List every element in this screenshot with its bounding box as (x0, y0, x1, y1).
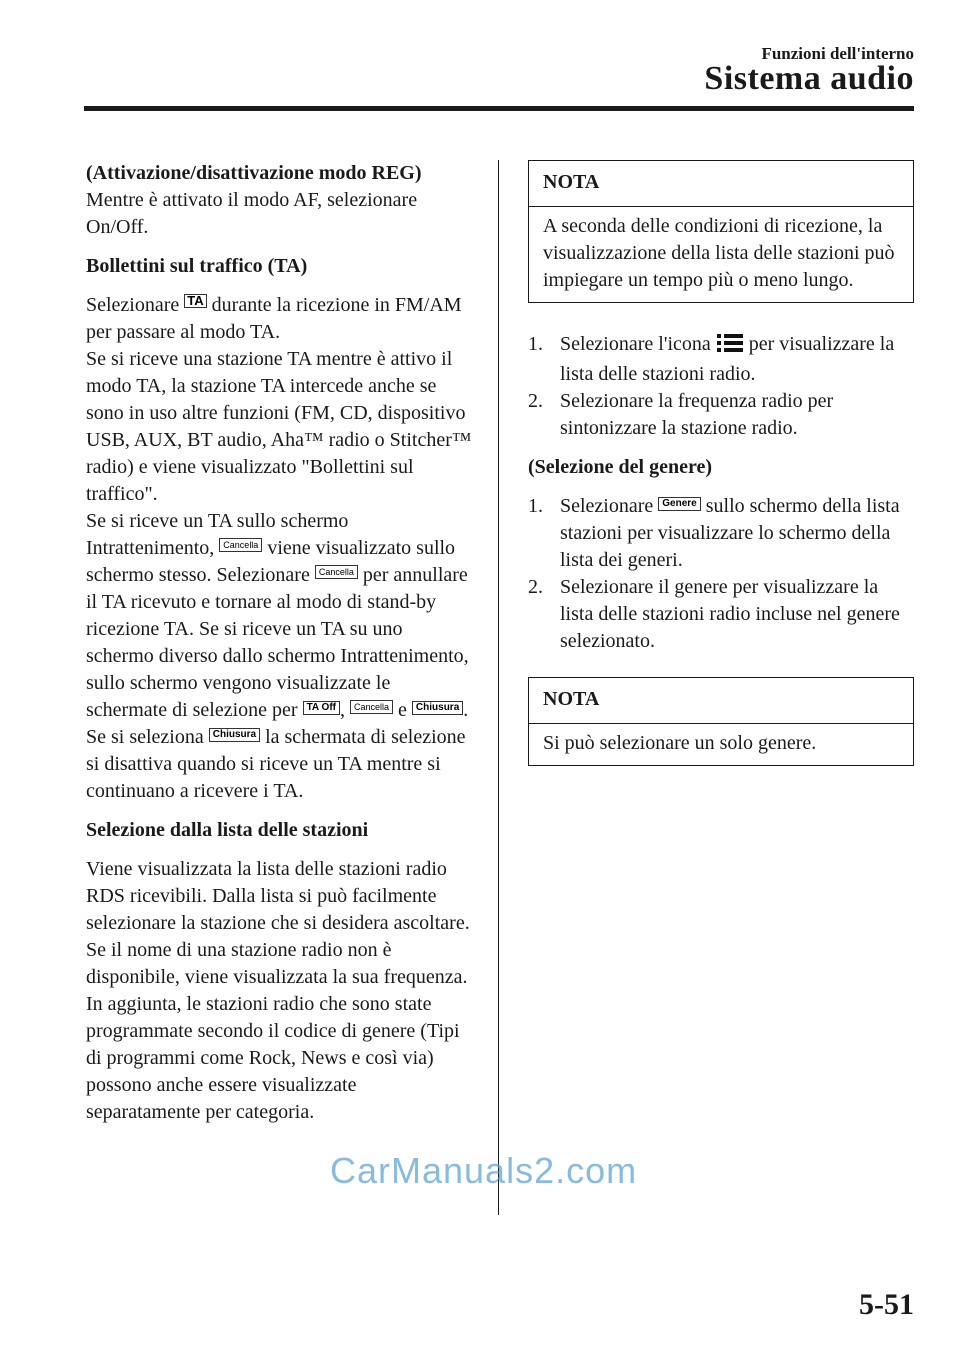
step-number: 2. (528, 576, 543, 598)
ta-p3-a: Se si riceve un TA sullo schermo Intrattenimento, (86, 510, 349, 559)
ta-paragraph-2: Se si riceve una stazione TA mentre è attivo il modo TA, la stazione TA intercede anche se sono in uso altre funzioni (FM, CD, dispositivo USB, AUX, BT audio, Aha™ radio o Stitcher™ radio) e viene visualizzato "Bollettini sul traffico". (86, 348, 472, 505)
ta-key: TA (184, 294, 206, 308)
genre-heading: (Selezione del genere) (528, 456, 713, 478)
watermark: CarManuals2.com (330, 1150, 638, 1191)
cancella-key-2: Cancella (315, 565, 358, 579)
reg-heading: (Attivazione/disattivazione modo REG) (86, 162, 422, 184)
ta-p3-d: . Se si seleziona (86, 699, 469, 748)
list-heading: Selezione dalla lista delle stazioni (86, 819, 369, 841)
cancella-key: Cancella (219, 538, 262, 552)
list-text: Viene visualizzata la lista delle stazioni radio RDS ricevibili. Dalla lista si può facilmente selezionare la stazione che si desidera ascoltare. Se il nome di una stazione radio non è disponibile, viene visualizzata la sua frequenza. In aggiunta, le stazioni radio che sono state programmate secondo il codice di genere (Tipi di programmi come Rock, News e così via) possono anche essere visualizzate separatamente per categoria. (86, 858, 470, 1123)
step-number: 1. (528, 333, 543, 355)
ta-p1-before: Selezionare (86, 294, 185, 316)
list-item (528, 331, 914, 388)
chiusura-key-2: Chiusura (209, 728, 260, 742)
note-1-heading: NOTA (529, 161, 913, 207)
step-text-before: Selezionare (560, 495, 659, 517)
cancella-key-3: Cancella (350, 700, 393, 714)
step-text-before: Selezionare l'icona (560, 333, 716, 355)
step-text-after: per visualizzare la lista delle stazioni radio. (560, 333, 895, 385)
ta-paragraph-1 (86, 292, 472, 346)
genere-key: Genere (658, 497, 700, 511)
step-text: Selezionare la frequenza radio per sintonizzare la stazione radio. (560, 390, 834, 439)
list-item (528, 493, 914, 574)
ta-p3-c: per annullare il TA ricevuto e tornare al modo di stand-by ricezione TA. Se si riceve un TA su uno schermo diverso dallo schermo Intrattenimento, sullo schermo vengono visualizzate le schermate di selezione per (86, 564, 469, 721)
station-list-steps (528, 331, 914, 442)
step-text (560, 493, 914, 574)
section-label: Funzioni dell'interno (761, 44, 914, 63)
ta-p3-e: la schermata di selezione si disattiva quando si riceve un TA mentre si continuano a ricevere i TA. (86, 726, 466, 802)
step-text-after: sullo schermo della lista stazioni per visualizzare lo schermo della lista dei generi. (560, 495, 900, 571)
ta-p3-b: viene visualizzato sullo schermo stesso. Selezionare (86, 537, 456, 586)
step-text (560, 331, 914, 388)
chapter-title: Sistema audio (704, 60, 914, 97)
note-box-2 (528, 677, 914, 766)
sep-comma: , (340, 699, 350, 721)
step-number: 2. (528, 390, 543, 412)
ta-p1-after: durante la ricezione in FM/AM per passare al modo TA. (86, 294, 462, 343)
ta-paragraph-3 (86, 508, 472, 805)
list-item (528, 574, 914, 655)
left-column (86, 160, 472, 1138)
list-icon (716, 333, 744, 361)
note-box-1 (528, 160, 914, 303)
column-divider (498, 160, 499, 1215)
step-number: 1. (528, 495, 543, 517)
header-rule (84, 106, 914, 111)
note-2-heading: NOTA (529, 678, 913, 724)
genre-steps (528, 493, 914, 655)
ta-heading: Bollettini sul traffico (TA) (86, 255, 308, 277)
note-1-body: A seconda delle condizioni di ricezione, la visualizzazione della lista delle stazioni può impiegare un tempo più o meno lungo. (543, 215, 895, 291)
right-column (528, 160, 914, 794)
note-2-body: Si può selezionare un solo genere. (543, 732, 817, 754)
step-text: Selezionare il genere per visualizzare la lista delle stazioni radio incluse nel genere selezionato. (560, 576, 900, 652)
chiusura-key: Chiusura (412, 701, 463, 715)
page-number: 5-51 (859, 1288, 914, 1321)
sep-e: e (393, 699, 412, 721)
ta-off-key: TA Off (303, 701, 340, 715)
list-item (528, 388, 914, 442)
reg-text: Mentre è attivato il modo AF, selezionare On/Off. (86, 189, 418, 238)
